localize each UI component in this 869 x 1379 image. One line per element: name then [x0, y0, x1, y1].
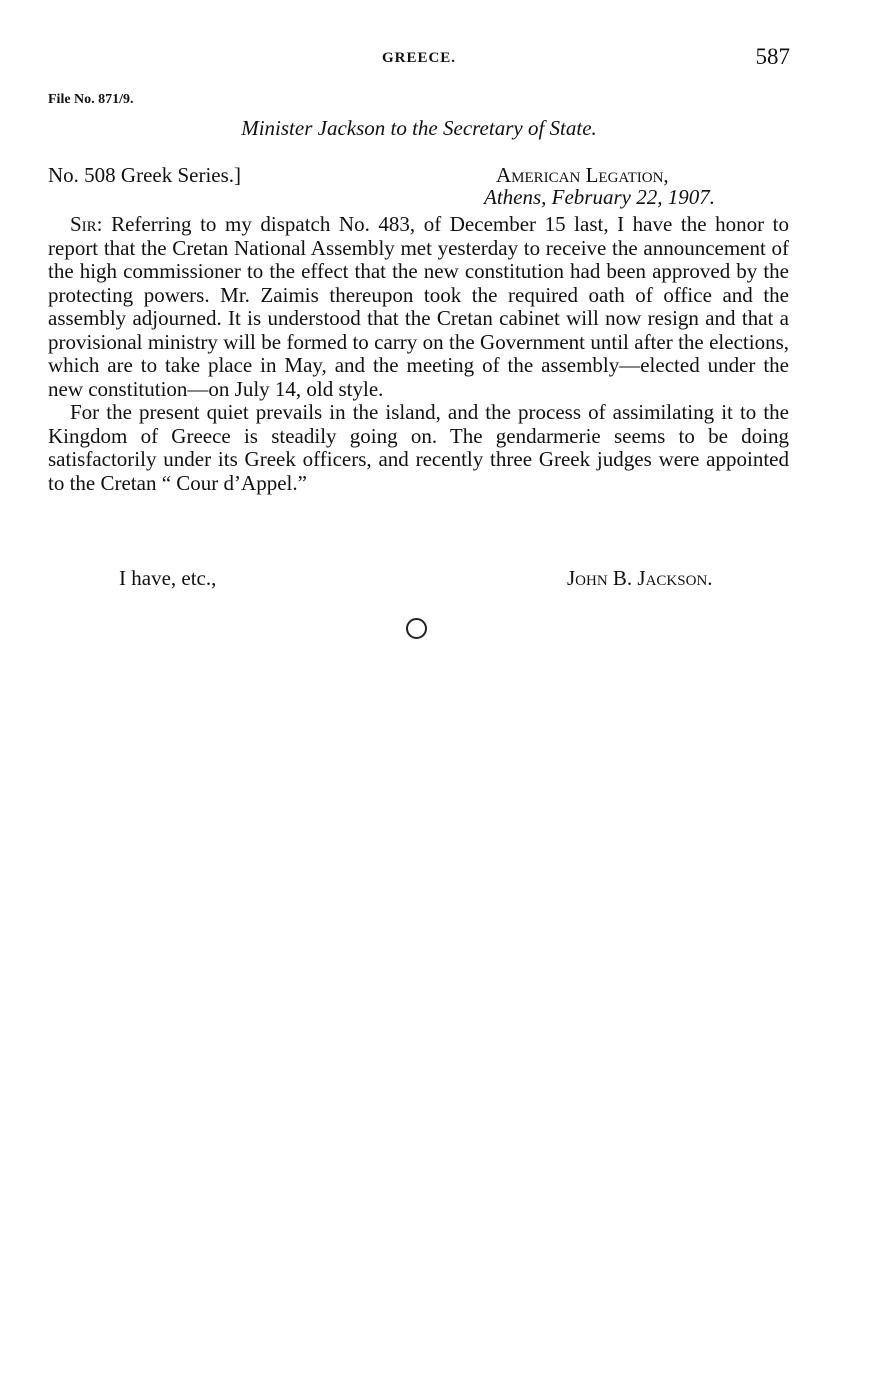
end-circle-mark	[406, 618, 427, 639]
file-number: File No. 871/9.	[48, 92, 134, 107]
series-number: No. 508 Greek Series.]	[48, 163, 242, 187]
legation-name: American Legation,	[496, 163, 669, 187]
closing: I have, etc.,	[119, 566, 217, 590]
salutation: Sir:	[70, 212, 103, 236]
section-title: GREECE.	[381, 50, 457, 66]
paragraph-1-text: Referring to my dispatch No. 483, of December 15 last, I have the honor to report that the Cretan National Assembly met yesterday to receive the announcement of the high commissioner to the effect that the new constitution had been approved by the protecting powers. Mr. Zaimis thereupon took the required oath of office and the assembly adjourned. It is understood that the Cretan cabinet will now resign and that a provisional ministry will be formed to carry on the Government until after the elections, which are to take place in May, and the meeting of the assembly—elected under the new constitution—on July 14, old style.	[48, 212, 789, 401]
paragraph-1	[48, 213, 789, 401]
paragraph-2: For the present quiet prevails in the island, and the process of assimilating it to the Kingdom of Greece is steadily going on. The gendarmerie seems to be doing satisfactorily under its Greek officers, and recently three Greek judges were appointed to the Cretan “ Cour d’Appel.”	[48, 400, 789, 495]
page-number: 587	[755, 44, 790, 69]
document-heading: Minister Jackson to the Secretary of State.	[241, 116, 597, 140]
letter-body	[48, 213, 789, 495]
running-head	[48, 44, 790, 74]
place-date: Athens, February 22, 1907.	[484, 185, 715, 209]
signature: John B. Jackson.	[567, 566, 713, 590]
